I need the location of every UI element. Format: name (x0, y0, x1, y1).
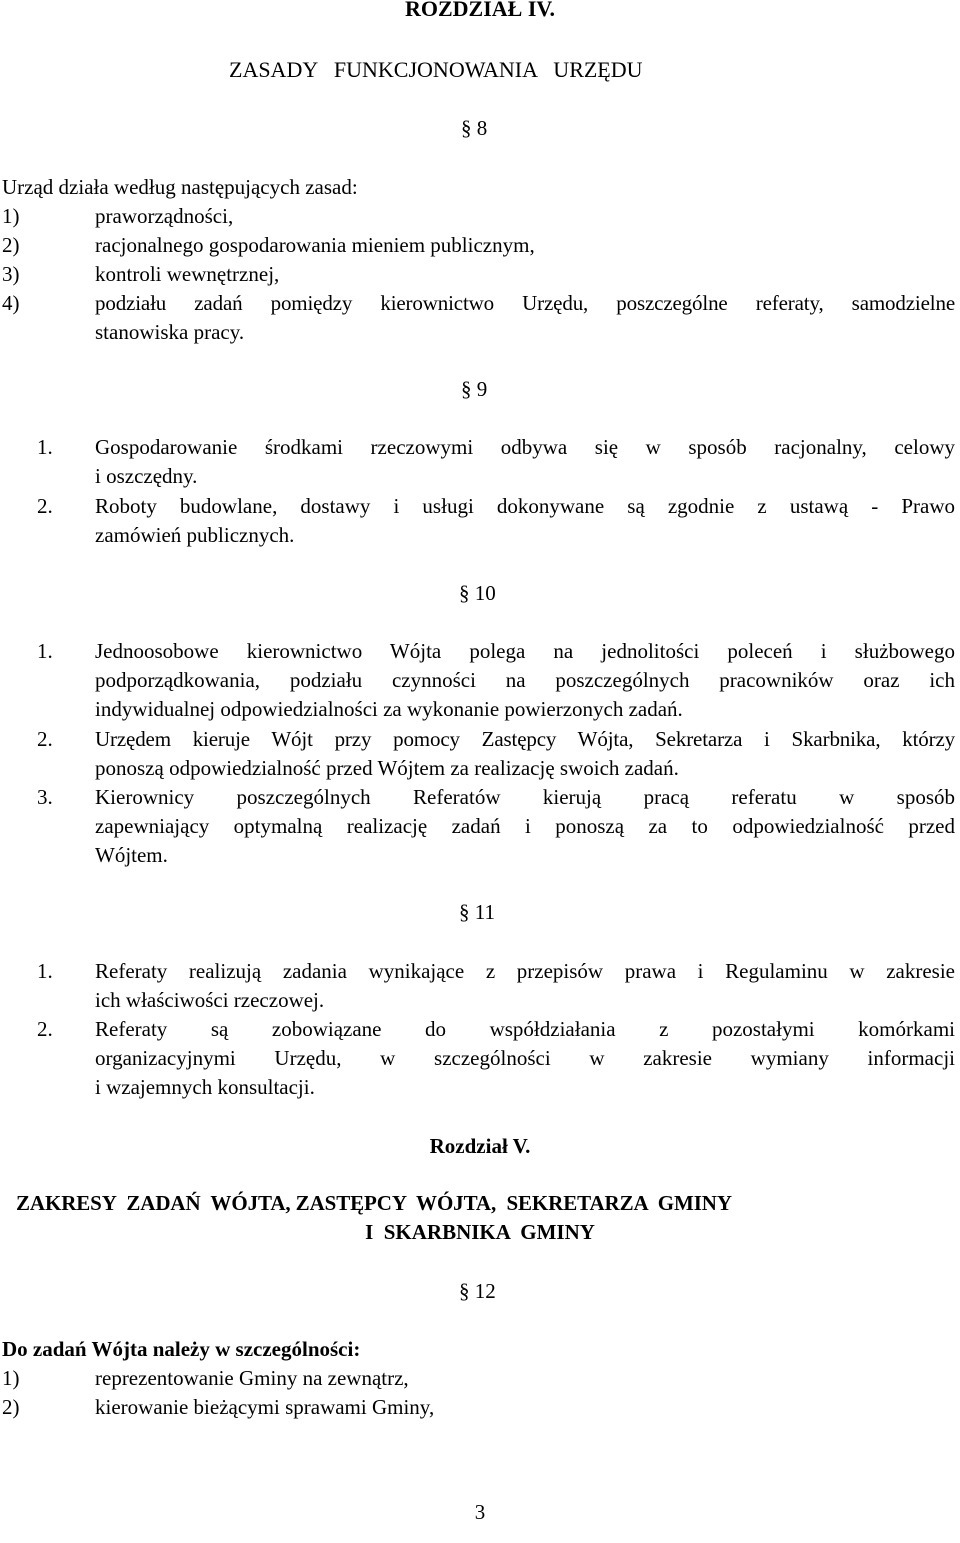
section-11-label: § 11 (459, 900, 495, 924)
list-item-text: Referaty są zobowiązane do współdziałania z pozostałymi komórkami (95, 1017, 955, 1041)
list-item-text: zapewniający optymalną realizację zadań i ponoszą za to odpowiedzialność przed (95, 814, 955, 838)
list-item-text-continued: stanowiska pracy. (95, 320, 245, 344)
list-item-text: Gospodarowanie środkami rzeczowymi odbywa się w sposób racjonalny, celowy (95, 435, 955, 459)
section-8-label: § 8 (461, 116, 488, 140)
list-item-number: 4) (2, 291, 20, 315)
list-item-text: kontroli wewnętrznej, (95, 262, 280, 286)
list-item-text: Urzędem kieruje Wójt przy pomocy Zastępcy Wójta, Sekretarza i Skarbnika, którzy (95, 727, 955, 751)
list-item-text-continued: Wójtem. (95, 843, 168, 867)
section-10-label: § 10 (459, 581, 496, 605)
page-number: 3 (474, 1500, 486, 1524)
list-item-text-continued: ponoszą odpowiedzialność przed Wójtem za realizację swoich zadań. (95, 756, 679, 780)
list-item-text: Roboty budowlane, dostawy i usługi dokonywane są zgodnie z ustawą - Prawo (95, 494, 955, 518)
list-item-number: 2) (2, 1395, 20, 1419)
list-item-number: 2. (37, 1017, 53, 1041)
list-item-number: 3. (37, 785, 53, 809)
section-9-label: § 9 (461, 377, 488, 401)
list-item-number: 2. (37, 727, 53, 751)
list-item-text: kierowanie bieżącymi sprawami Gminy, (95, 1395, 435, 1419)
list-item-text: Referaty realizują zadania wynikające z przepisów prawa i Regulaminu w zakresie (95, 959, 955, 983)
section-8-intro: Urząd działa według następujących zasad: (2, 175, 358, 199)
list-item-text: Jednoosobowe kierownictwo Wójta polega na jednolitości poleceń i służbowego (95, 639, 955, 663)
list-item-number: 1) (2, 204, 20, 228)
list-item-text: podporządkowania, podziału czynności na poszczególnych pracowników oraz ich (95, 668, 955, 692)
list-item-number: 2) (2, 233, 20, 257)
list-item-text-continued: i oszczędny. (95, 464, 198, 488)
list-item-text: podziału zadań pomiędzy kierownictwo Urzędu, poszczególne referaty, samodzielne (95, 291, 955, 315)
chapter-subtitle: ZAKRESY ZADAŃ WÓJTA, ZASTĘPCY WÓJTA, SEKRETARZA GMINY (16, 1191, 732, 1215)
list-item-number: 1. (37, 435, 53, 459)
list-item-text: praworządności, (95, 204, 234, 228)
list-item-number: 2. (37, 494, 53, 518)
chapter-subtitle: I SKARBNIKA GMINY (365, 1220, 595, 1244)
list-item-text-continued: indywidualnej odpowiedzialności za wykonanie powierzonych zadań. (95, 697, 683, 721)
list-item-text: Kierownicy poszczególnych Referatów kierują pracą referatu w sposób (95, 785, 955, 809)
section-12-intro: Do zadań Wójta należy w szczególności: (2, 1337, 361, 1361)
chapter-subtitle: ZASADY FUNKCJONOWANIA URZĘDU (229, 57, 643, 82)
list-item-text: organizacyjnymi Urzędu, w szczególności w zakresie wymiany informacji (95, 1046, 955, 1070)
list-item-text: racjonalnego gospodarowania mieniem publicznym, (95, 233, 535, 257)
list-item-number: 1) (2, 1366, 20, 1390)
list-item-number: 1. (37, 639, 53, 663)
list-item-text-continued: ich właściwości rzeczowej. (95, 988, 325, 1012)
chapter-title: ROZDZIAŁ IV. (405, 0, 555, 21)
chapter-title: Rozdział V. (429, 1134, 531, 1158)
list-item-text-continued: zamówień publicznych. (95, 523, 295, 547)
section-12-label: § 12 (459, 1279, 496, 1303)
list-item-text: reprezentowanie Gminy na zewnątrz, (95, 1366, 409, 1390)
list-item-number: 1. (37, 959, 53, 983)
list-item-text-continued: i wzajemnych konsultacji. (95, 1075, 315, 1099)
list-item-number: 3) (2, 262, 20, 286)
